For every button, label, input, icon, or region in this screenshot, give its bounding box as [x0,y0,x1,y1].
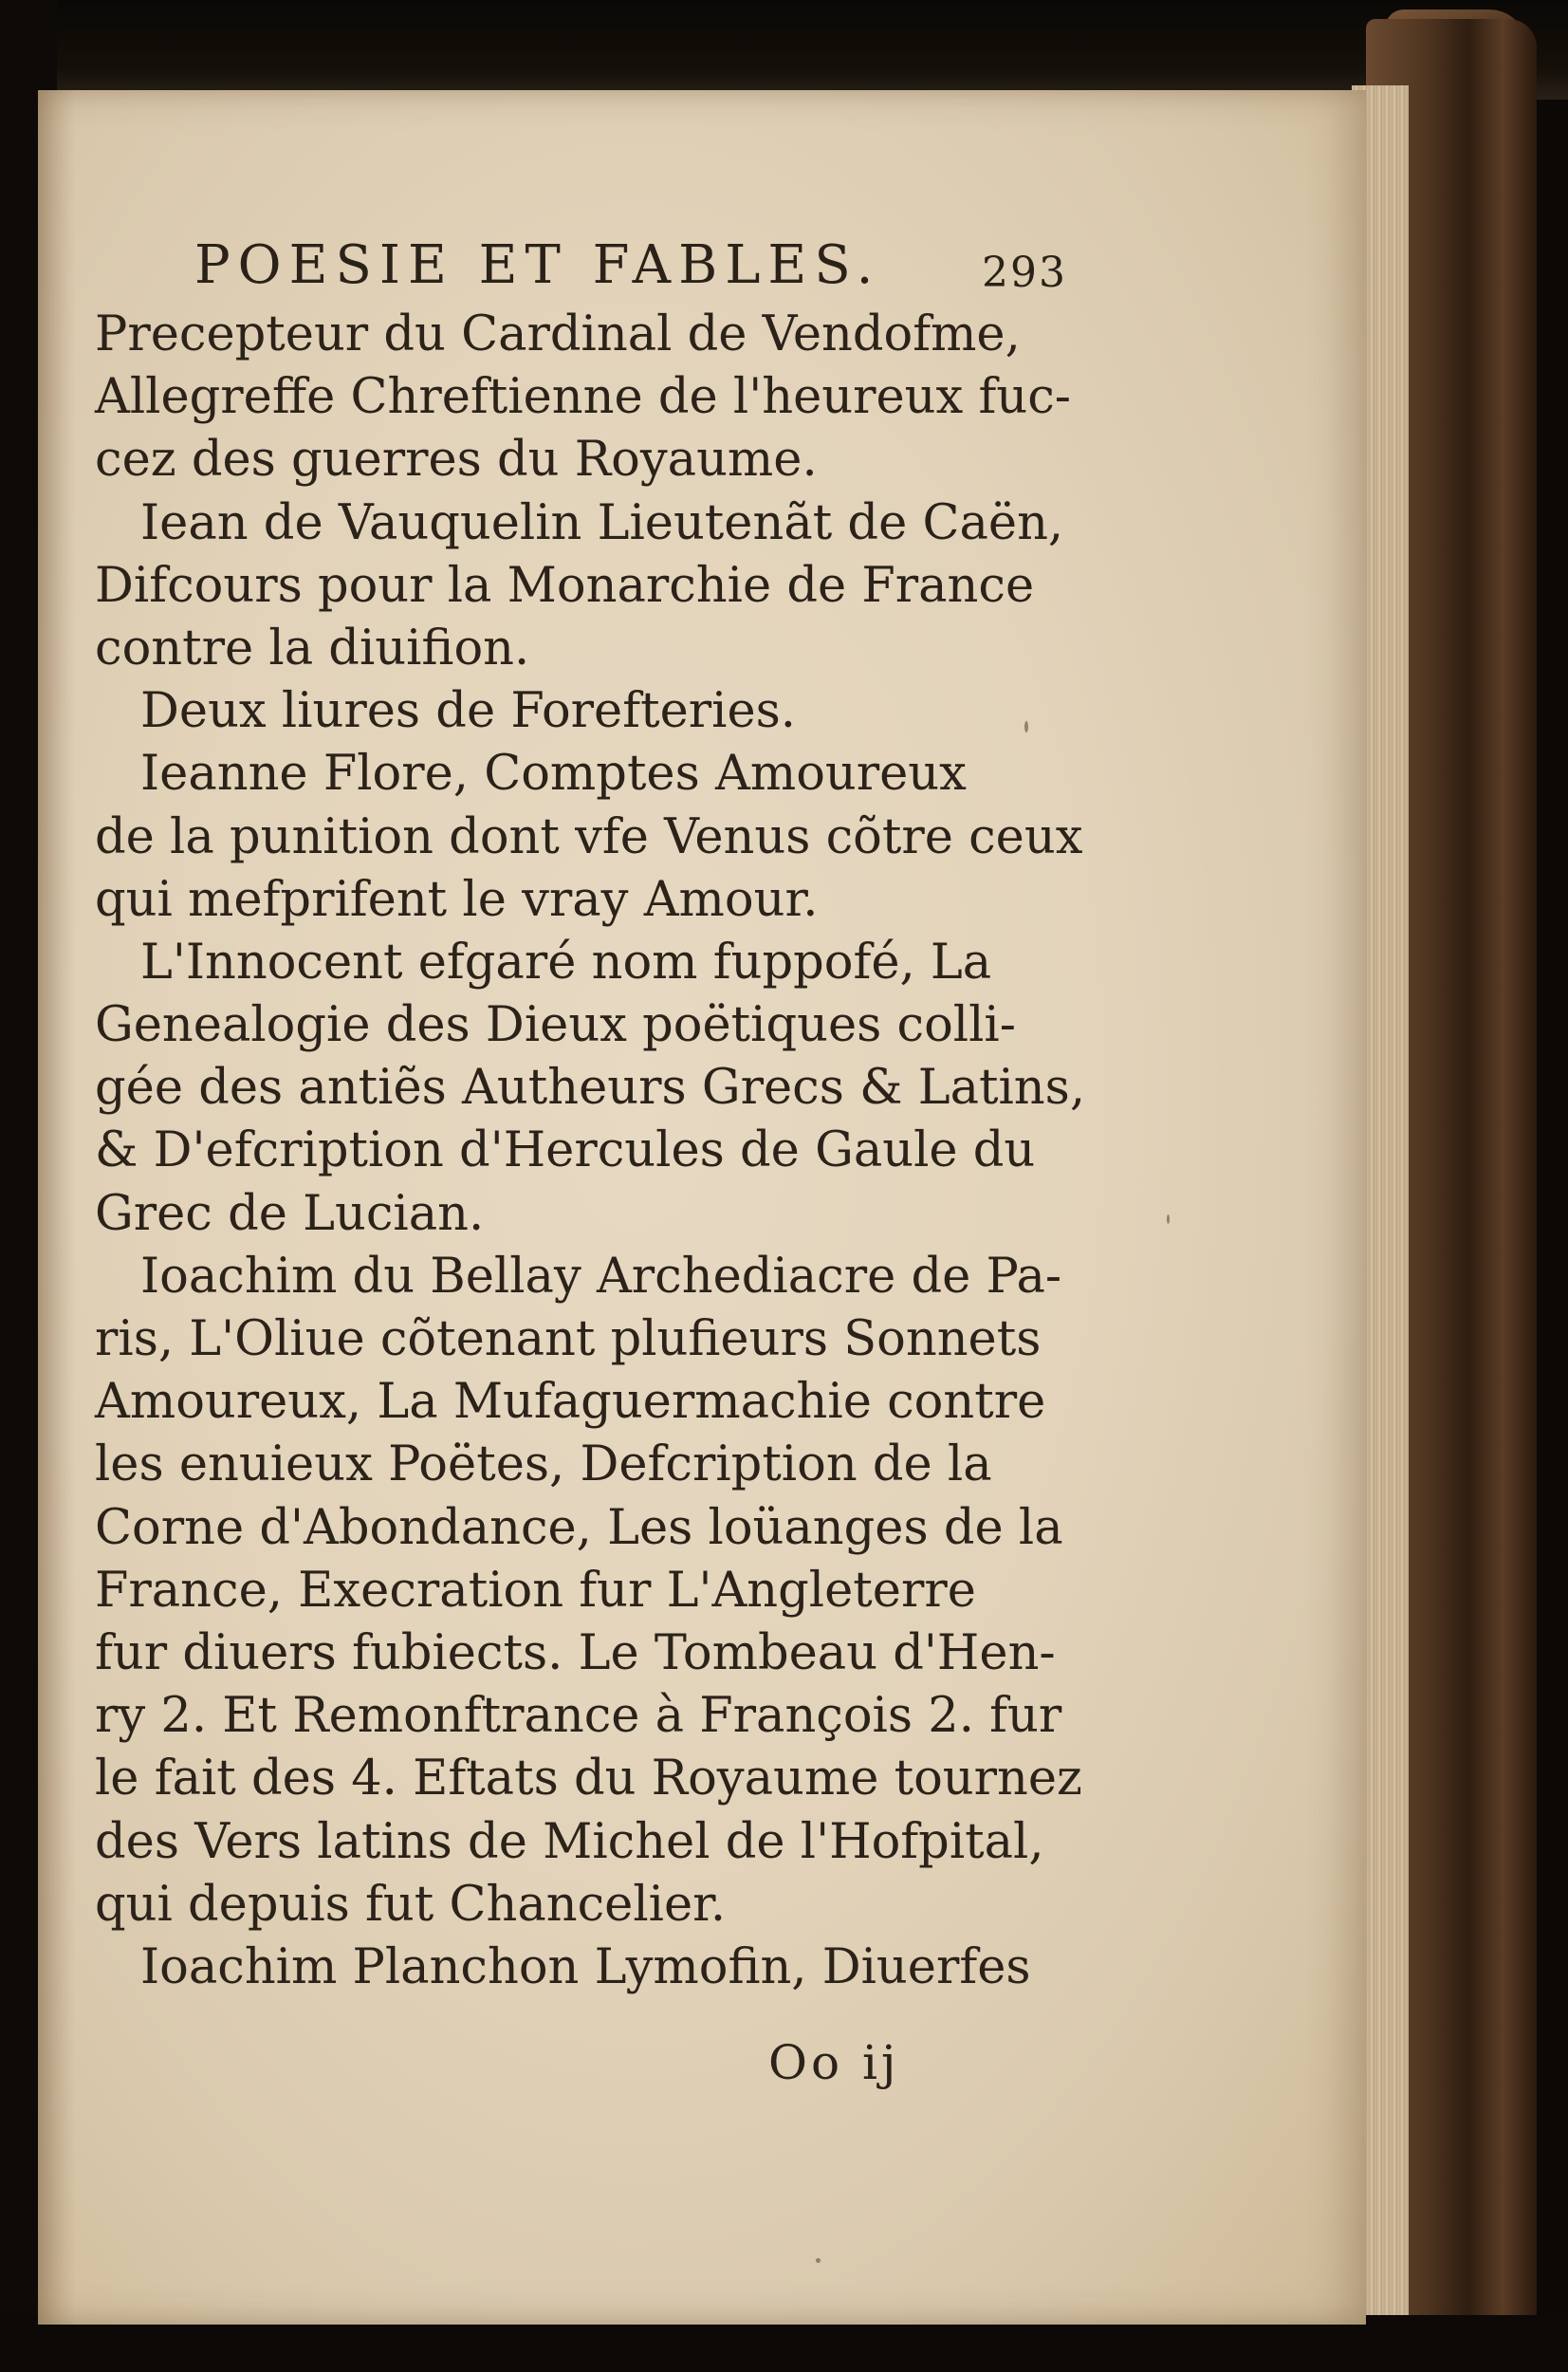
top-dark-strip [0,0,1568,100]
text-line: contre la diuifion. [95,620,530,676]
text-line: Difcours pour la Monarchie de France [95,557,1035,614]
text-line: les enuieux Poëtes, Defcription de la [95,1436,992,1493]
body-text [95,304,1086,1999]
text-line: cez des guerres du Royaume. [95,432,818,489]
paper-speck [816,2258,821,2263]
text-line: Precepteur du Cardinal de Vendofme, [95,306,1021,362]
text-line: Ioachim du Bellay Archediacre de Pa- [140,1248,1062,1305]
text-line: L'Innocent efgaré nom fuppofé, La [140,934,992,991]
text-line: Amoureux, La Mufaguermachie contre [95,1374,1046,1431]
page-number: 293 [982,249,1067,297]
text-line: gée des antiẽs Autheurs Grecs & Latins, [95,1060,1086,1117]
text-line: Corne d'Abondance, Les loüanges de la [95,1499,1063,1556]
text-line: Ioachim Planchon Lymofin, Diuerfes [140,1938,1031,1995]
paper-speck [1024,721,1028,732]
text-line: & D'efcription d'Hercules de Gaule du [95,1122,1036,1179]
gutter-shadow [38,90,76,2325]
text-line: le fait des 4. Eftats du Royaume tournez [95,1751,1082,1807]
text-line: qui depuis fut Chancelier. [95,1876,727,1933]
text-line: Ieanne Flore, Comptes Amoureux [140,746,967,803]
running-head-title: POESIE ET FABLES. [194,234,881,296]
text-line: France, Execration fur L'Angleterre [95,1562,976,1619]
text-line: Genealogie des Dieux poëtiques colli- [95,997,1016,1054]
text-line: de la punition dont vfe Venus cõtre ceux [95,808,1083,865]
running-head [194,228,1067,304]
signature-mark: Oo ij [768,2035,900,2090]
text-line: fur diuers fubiects. Le Tombeau d'Hen- [95,1624,1056,1681]
text-line: Deux liures de Forefteries. [140,683,797,740]
text-line: Iean de Vauquelin Lieutenãt de Caën, [140,494,1064,551]
paper-speck [1167,1214,1170,1224]
text-line: ris, L'Oliue cõtenant plufieurs Sonnets [95,1311,1042,1367]
text-line: ry 2. Et Remonftrance à François 2. fur [95,1688,1062,1745]
text-line: qui mefprifent le vray Amour. [95,871,819,928]
text-line: des Vers latins de Michel de l'Hofpital, [95,1813,1044,1870]
text-line: Grec de Lucian. [95,1185,485,1242]
text-line: Allegreffe Chreftienne de l'heureux fuc- [95,369,1071,426]
